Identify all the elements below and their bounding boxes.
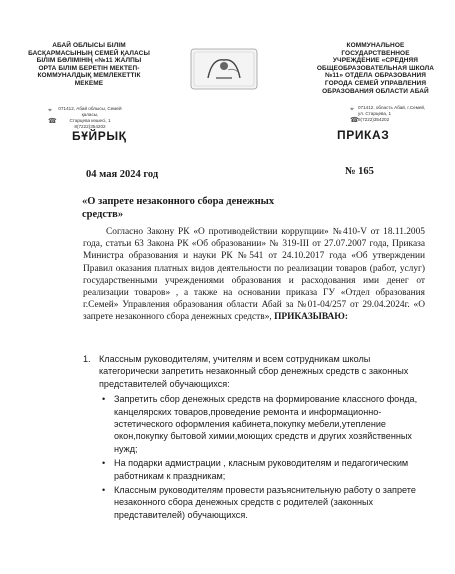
header-right-line: УЧРЕЖДЕНИЕ «СРЕДНЯЯ [332,57,419,65]
header-left-line: БАСҚАРМАСЫНЫҢ СЕМЕЙ ҚАЛАСЫ [28,49,150,57]
header-left-line: БІЛІМ БӨЛІМІНІҢ «№11 ЖАЛПЫ [36,57,142,65]
header-right-line: ОБЩЕОБРАЗОВАТЕЛЬНАЯ ШКОЛА [316,64,435,72]
body-paragraph [83,226,425,324]
document-number: № 165 [345,166,374,177]
address-left-line: 071412, Абай облысы, Семей қаласы, [58,106,122,117]
order-item-number: 1. [83,354,91,364]
document-type-ru: ПРИКАЗ [337,128,390,142]
location-pin-icon: ⌖ [48,106,52,114]
header-right-line: ОБРАЗОВАНИЯ ОБЛАСТИ АБАЙ [322,87,429,95]
order-item [83,353,423,390]
bullet-icon: • [102,485,106,496]
address-left-line: 8(7222)354202 [74,124,106,129]
location-pin-icon: ⌖ [350,105,354,113]
phone-icon: ☎ [350,116,359,124]
bullet-item [99,484,423,521]
address-right-line: 8(7222)354202 [358,117,390,122]
header-left-line: ОРТА БІЛІМ БЕРЕТІН МЕКТЕП- [38,64,140,72]
bullet-text: Классным руководителям провести разъяснительную работу о запрете незаконного сбора денежных средств с родителей (законных представителей) обучающихся. [114,485,416,520]
bullet-list [83,393,423,521]
bullet-item [99,393,423,455]
document-subject: «О запрете незаконного сбора денежных средств» [82,196,275,220]
header-left-line: МЕКЕМЕ [74,79,104,87]
header-left-org-name [0,42,178,88]
address-right-line: 071412, область Абай, г.Семей, [358,105,426,110]
phone-icon: ☎ [48,117,57,125]
address-left-line: Старцева көшесі, 1 [69,118,111,123]
document-type-kz: БҰЙРЫҚ [72,129,127,143]
bullet-text: На подарки адмистрации , класным руководителям и педагогическим работникам к праздникам; [114,458,409,481]
header-left-line: КОММУНАЛДЫҚ МЕМЛЕКЕТТІК [37,72,141,80]
bullet-icon: • [102,458,106,469]
bullet-item [99,457,423,482]
header-right-line: ГОРОДА СЕМЕЙ УПРАВЛЕНИЯ [324,79,427,87]
header-right-line: ГОСУДАРСТВЕННОЕ [341,49,410,57]
address-right-line: ул. Старцева, 1 [358,111,392,116]
header-right-line: №11» ОТДЕЛА ОБРАЗОВАНИЯ [324,72,427,80]
bullet-text: Запретить сбор денежных средств на формирование классного фонда, канцелярских товаров,проведение ремонта и информационно-эстетического оформления кабинета,покупку мебели,утепление окон,покупку бытовой химии,моющих средств и других хозяйственных нужд; [114,394,418,454]
body-text: Согласно Закону РК «О противодействии коррупции» №410-V от 18.11.2005 года, статьи 63 Закона РК «Об образовании» № 319-III от 27.07.2007 года, Приказа Министра образования и науки РК №541 от 24.10.2017 года «Об утверждении Правил оказания платных видов деятельности по реализации товаров (работ, услуг) государственными учреждениями образования и расходования ими денег от реализации товаров» , а также на основании приказа ГУ «Отдел образования г.Семей» Управления образования области Абай за №01-04/257 от 29.04.2024г. «О запрете незаконного сбора денежных средств», [83,227,425,323]
school-logo [190,48,258,90]
address-left [56,106,124,130]
document-body [83,226,425,324]
header-right-org-name [296,42,455,95]
document-date: 04 мая 2024 год [86,169,159,180]
address-right [358,105,440,123]
header-left-line: АБАЙ ОБЛЫСЫ БІЛІМ [52,42,126,49]
order-item-text: Классным руководителям, учителям и всем сотрудникам школы категорически запретить незаконный сбор денежных средств с законных представителей обучающихся: [99,354,409,389]
bullet-icon: • [102,394,106,405]
orders-label: ПРИКАЗЫВАЮ: [274,312,348,323]
header-right-line: КОММУНАЛЬНОЕ [346,42,405,49]
order-list [83,353,423,523]
